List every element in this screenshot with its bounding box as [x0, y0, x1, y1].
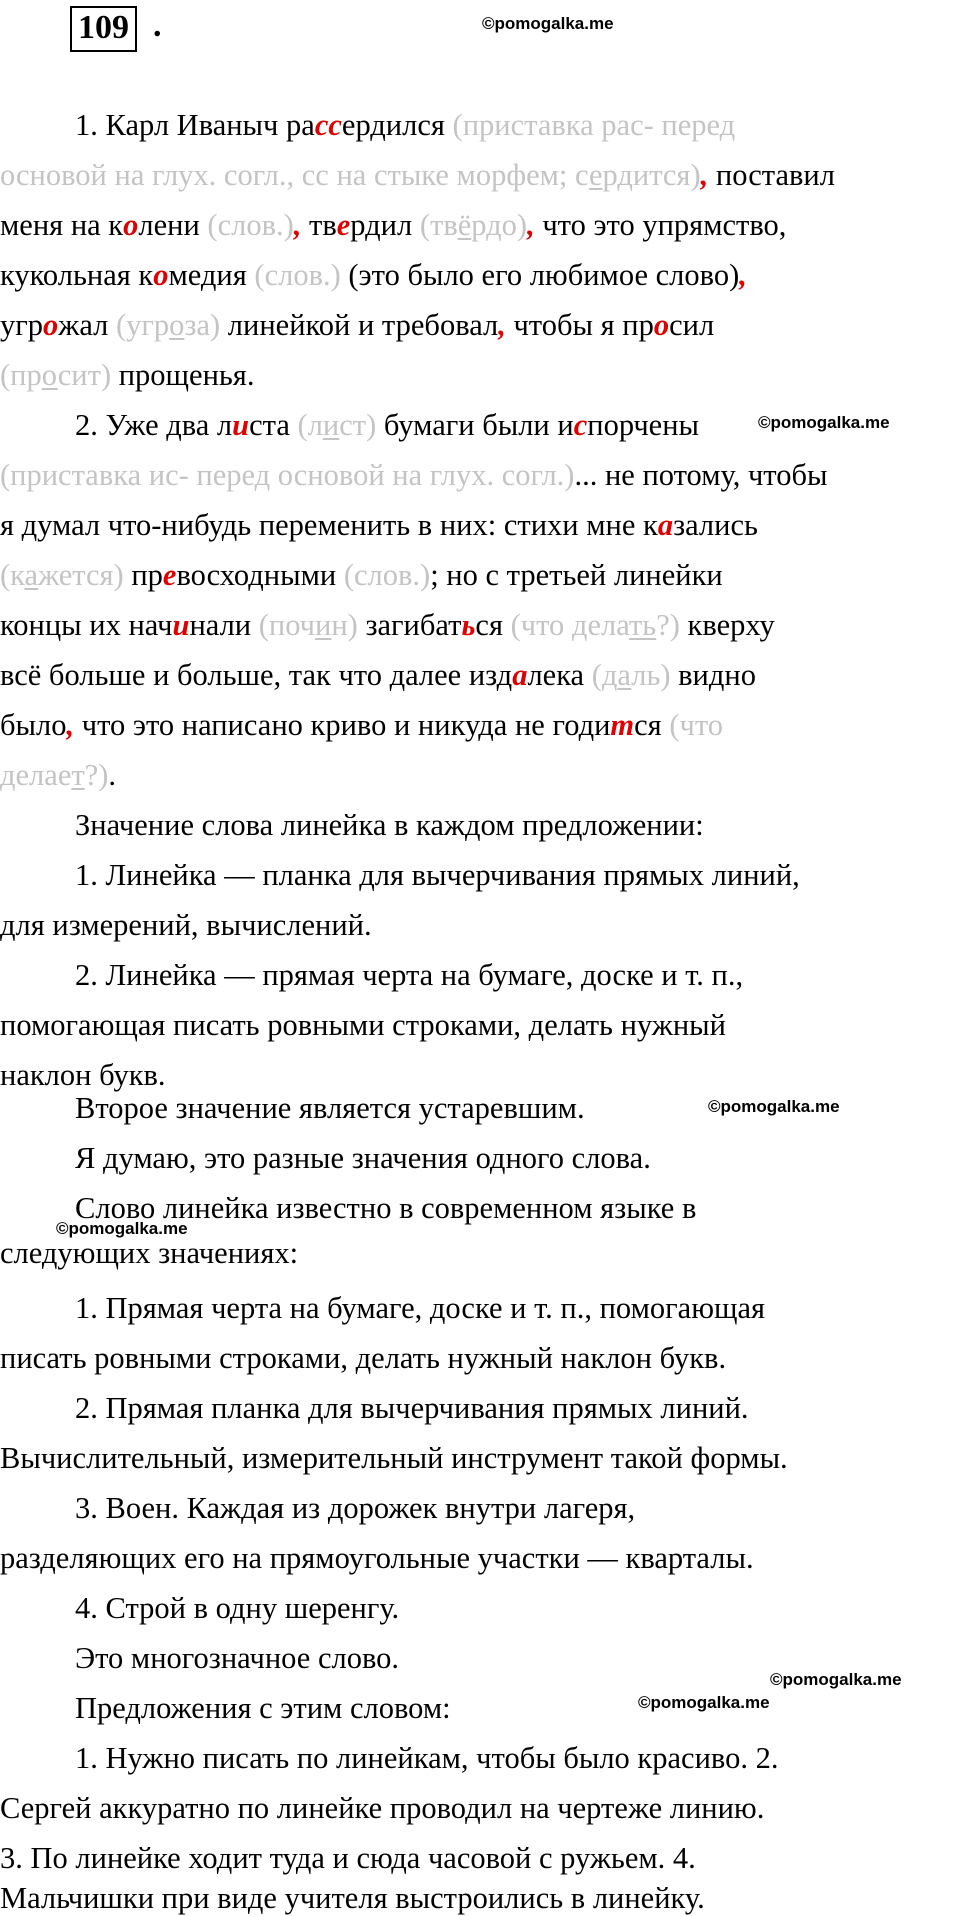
p1-line-3: меня на колени (слов.), твердил (твёрдо), что это упрямство,	[0, 208, 787, 242]
p2-line-4: (кажется) превосходными (слов.); но с третьей линейки	[0, 558, 723, 592]
polysemy-note: Это многозначное слово.	[75, 1641, 400, 1675]
obsolete-note: Второе значение является устаревшим.	[75, 1091, 585, 1125]
modern-3-line-2: разделяющих его на прямоугольные участки — кварталы.	[0, 1541, 754, 1575]
p1-line-4: кукольная комедия (слов.) (это было его любимое слово),	[0, 258, 747, 292]
p1-line-2: основой на глух. согл., сс на стыке морфем; сердится), поставил	[0, 158, 835, 192]
example-line-1: 1. Нужно писать по линейкам, чтобы было красиво. 2.	[75, 1741, 779, 1775]
meaning-intro: Значение слова линейка в каждом предложении:	[75, 808, 704, 842]
p2-line-8: делает?).	[0, 758, 117, 792]
example-line-2: Сергей аккуратно по линейке проводил на чертеже линию.	[0, 1791, 765, 1825]
example-line-4: Мальчишки при виде учителя выстроились в линейку.	[0, 1881, 705, 1915]
exercise-number-box	[70, 6, 137, 52]
meaning-1-line-2: для измерений, вычислений.	[0, 908, 372, 942]
think-note: Я думаю, это разные значения одного слова.	[75, 1141, 651, 1175]
watermark: ©pomogalka.me	[708, 1097, 840, 1116]
modern-3-line-1: 3. Воен. Каждая из дорожек внутри лагеря,	[75, 1491, 636, 1525]
known-intro-line-2: следующих значениях:	[0, 1236, 299, 1270]
modern-1-line-1: 1. Прямая черта на бумаге, доске и т. п., помогающая	[75, 1291, 766, 1325]
watermark: ©pomogalka.me	[56, 1219, 188, 1238]
meaning-2-line-3: наклон букв.	[0, 1058, 166, 1092]
sentences-intro: Предложения с этим словом:	[75, 1691, 451, 1725]
modern-4: 4. Строй в одну шеренгу.	[75, 1591, 400, 1625]
known-intro-line-1: Слово линейка известно в современном языке в	[75, 1191, 697, 1225]
example-line-3: 3. По линейке ходит туда и сюда часовой с ружьем. 4.	[0, 1841, 696, 1875]
meaning-2-line-1: 2. Линейка — прямая черта на бумаге, доске и т. п.,	[75, 958, 744, 992]
meaning-2-line-2: помогающая писать ровными строками, делать нужный	[0, 1008, 726, 1042]
modern-1-line-2: писать ровными строками, делать нужный наклон букв.	[0, 1341, 727, 1375]
watermark: ©pomogalka.me	[770, 1670, 902, 1689]
p2-line-3: я думал что-нибудь переменить в них: стихи мне казались	[0, 508, 758, 542]
exercise-number-dot: .	[153, 7, 162, 44]
watermark: ©pomogalka.me	[758, 413, 890, 432]
watermark: ©pomogalka.me	[638, 1693, 770, 1712]
p1-line-6: (просит) прощенья.	[0, 358, 255, 392]
meaning-1-line-1: 1. Линейка — планка для вычерчивания прямых линий,	[75, 858, 800, 892]
modern-2-line-1: 2. Прямая планка для вычерчивания прямых линий.	[75, 1391, 749, 1425]
modern-2-line-2: Вычислительный, измерительный инструмент такой формы.	[0, 1441, 788, 1475]
exercise-number: 109	[78, 9, 129, 46]
p1-line-5: угрожал (угроза) линейкой и требовал, чтобы я просил	[0, 308, 715, 342]
p2-line-6: всё больше и больше, так что далее издалека (даль) видно	[0, 658, 756, 692]
p2-line-7: было, что это написано криво и никуда не годится (что	[0, 708, 724, 742]
p2-line-5: концы их начинали (почин) загибаться (что делать?) кверху	[0, 608, 775, 642]
p2-line-1: 2. Уже два листа (лист) бумаги были испорчены	[75, 408, 700, 442]
p2-line-2: (приставка ис- перед основой на глух. согл.)... не потому, чтобы	[0, 458, 828, 492]
watermark: ©pomogalka.me	[482, 14, 614, 33]
p1-line-1: 1. Карл Иваныч рассердился (приставка рас- перед	[75, 108, 736, 142]
